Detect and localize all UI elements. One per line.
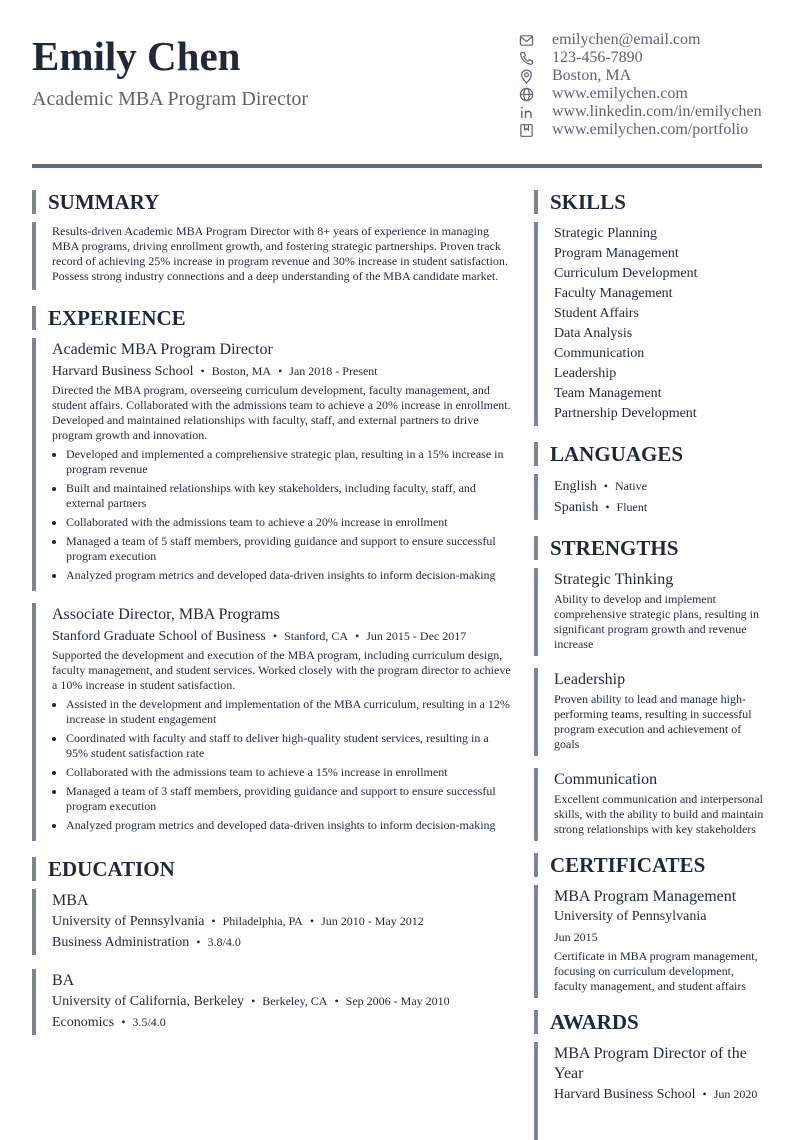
- job-location: Stanford, CA: [284, 629, 349, 643]
- job-company: Stanford Graduate School of Business: [52, 629, 266, 644]
- job-bullet: • Built and maintained relationships with key stakeholders, including faculty, staff, and external partners: [66, 481, 512, 511]
- edu-field: Business Administration: [52, 935, 190, 950]
- edu-school: University of Pennsylvania: [52, 914, 205, 929]
- skill-item: Student Affairs: [554, 306, 639, 321]
- edu-gpa: 3.5/4.0: [132, 1015, 166, 1029]
- left-column: [32, 190, 512, 1049]
- contact-portfolio[interactable]: [519, 121, 762, 139]
- award-entry: [534, 1042, 764, 1140]
- phone-icon: [519, 51, 534, 66]
- edu-location: Philadelphia, PA: [222, 914, 303, 928]
- language-name: Spanish: [554, 500, 599, 515]
- skill-item: Data Analysis: [554, 326, 633, 341]
- candidate-name: Emily Chen: [32, 33, 241, 79]
- job-title: Associate Director, MBA Programs: [52, 606, 280, 623]
- award-issuer: Harvard Business School: [554, 1087, 696, 1102]
- strength-entry: [534, 668, 764, 756]
- job-bullet: • Collaborated with the admissions team to achieve a 20% increase in enrollment: [66, 515, 512, 530]
- language-level: Native: [614, 479, 647, 493]
- edu-dates: Jun 2010 - May 2012: [321, 914, 424, 928]
- languages-heading: LANGUAGES: [534, 442, 764, 466]
- languages-block: [534, 474, 764, 520]
- contact-linkedin[interactable]: [519, 103, 762, 121]
- strength-entry: [534, 568, 764, 656]
- edu-gpa: 3.8/4.0: [207, 935, 241, 949]
- experience-heading: EXPERIENCE: [32, 306, 512, 330]
- job-bullet: • Analyzed program metrics and developed data-driven insights to inform decision-making: [66, 568, 512, 583]
- certificate-title: MBA Program Management: [554, 888, 737, 905]
- portfolio-icon: [519, 123, 534, 138]
- certificate-entry: [534, 885, 764, 998]
- job-bullet: • Managed a team of 3 staff members, providing guidance and support to ensure successful program execution: [66, 784, 512, 814]
- experience-entry: [32, 338, 512, 591]
- edu-field-line: Economics • 3.5/4.0: [52, 1015, 166, 1030]
- education-heading: EDUCATION: [32, 857, 512, 881]
- edu-field-line: Business Administration • 3.8/4.0: [52, 935, 241, 950]
- resume-header: [32, 30, 762, 150]
- skills-block: [534, 222, 764, 426]
- skill-item: Curriculum Development: [554, 266, 698, 281]
- location-icon: [519, 69, 534, 84]
- award-date: Jun 2020: [713, 1087, 758, 1101]
- edu-location: Berkeley, CA: [262, 994, 328, 1008]
- strength-desc: Ability to develop and implement comprehensive strategic plans, resulting in significant program growth and revenue increase: [554, 592, 759, 651]
- skill-item: Communication: [554, 346, 645, 361]
- edu-degree: MBA: [52, 892, 89, 909]
- award-title: MBA Program Director of the Year: [554, 1045, 747, 1082]
- linkedin-icon: [519, 105, 534, 120]
- skill-item: Leadership: [554, 366, 617, 381]
- strengths-heading: STRENGTHS: [534, 536, 764, 560]
- certificate-date: Jun 2015: [554, 930, 598, 944]
- language-level: Fluent: [616, 500, 648, 514]
- skill-item: Partnership Development: [554, 406, 697, 421]
- skills-heading: SKILLS: [534, 190, 764, 214]
- edu-school-line: University of Pennsylvania • Philadelphia, PA • Jun 2010 - May 2012: [52, 914, 424, 929]
- job-title: Academic MBA Program Director: [52, 341, 273, 358]
- job-dates: Jan 2018 - Present: [289, 364, 378, 378]
- skill-item: Team Management: [554, 386, 662, 401]
- contact-portfolio-text: www.emilychen.com/portfolio: [552, 121, 749, 138]
- job-bullet: • Coordinated with faculty and staff to deliver high-quality student services, resulting in a 95% student satisfaction rate: [66, 731, 512, 761]
- candidate-role: Academic MBA Program Director: [32, 88, 309, 110]
- job-bullets: [52, 447, 512, 583]
- edu-school-line: University of California, Berkeley • Berkeley, CA • Sep 2006 - May 2010: [52, 994, 450, 1009]
- edu-field: Economics: [52, 1015, 115, 1030]
- job-company: Harvard Business School: [52, 364, 194, 379]
- strength-desc: Excellent communication and interpersonal skills, with the ability to build and maintain strong relationships with key stakeholders: [554, 792, 764, 836]
- language-name: English: [554, 479, 597, 494]
- contact-phone-text: 123-456-7890: [552, 49, 643, 66]
- contact-location: [519, 67, 762, 85]
- summary-block: [32, 222, 512, 290]
- language-item: Spanish • Fluent: [554, 500, 648, 515]
- contact-website[interactable]: [519, 85, 762, 103]
- strength-title: Leadership: [554, 671, 626, 688]
- education-entry: [32, 889, 512, 955]
- job-bullet: • Analyzed program metrics and developed data-driven insights to inform decision-making: [66, 818, 512, 833]
- contact-linkedin-text: www.linkedin.com/in/emilychen: [552, 103, 762, 120]
- job-dates: Jun 2015 - Dec 2017: [366, 629, 467, 643]
- summary-heading: SUMMARY: [32, 190, 512, 214]
- contact-email[interactable]: [519, 31, 762, 49]
- certificate-issuer: University of Pennsylvania: [554, 909, 707, 924]
- skill-item: Program Management: [554, 246, 679, 261]
- contact-phone[interactable]: [519, 49, 762, 67]
- strength-desc: Proven ability to lead and manage high-performing teams, resulting in successful program execution and achievement of goals: [554, 692, 752, 751]
- language-item: English • Native: [554, 479, 647, 494]
- certificates-heading: CERTIFICATES: [534, 853, 764, 877]
- job-bullet: • Assisted in the development and implementation of the MBA curriculum, resulting in a 12% increase in student engagement: [66, 697, 512, 727]
- certificate-desc: Certificate in MBA program management, focusing on curriculum development, faculty management, and student affairs: [554, 949, 758, 993]
- edu-dates: Sep 2006 - May 2010: [345, 994, 450, 1008]
- experience-entry: [32, 603, 512, 841]
- mail-icon: [519, 33, 534, 48]
- contact-list: [519, 31, 762, 139]
- edu-school: University of California, Berkeley: [52, 994, 245, 1009]
- contact-website-text: www.emilychen.com: [552, 85, 688, 102]
- contact-email-text: emilychen@email.com: [552, 31, 701, 48]
- header-divider: [32, 164, 762, 168]
- job-bullet: • Managed a team of 5 staff members, providing guidance and support to ensure successful program execution: [66, 534, 512, 564]
- award-meta: Harvard Business School • Jun 2020: [554, 1087, 758, 1102]
- strength-entry: [534, 768, 764, 841]
- job-bullet: • Collaborated with the admissions team to achieve a 15% increase in enrollment: [66, 765, 512, 780]
- contact-location-text: Boston, MA: [552, 67, 632, 84]
- job-description: Directed the MBA program, overseeing curriculum development, faculty management, and student affairs. Collaborated with the admissions team to achieve a 20% increase in enrollment. Developed and maintained relationships with faculty, staff, and external partners to drive program growth and innovation.: [52, 383, 511, 442]
- strength-title: Strategic Thinking: [554, 571, 674, 588]
- right-column: [534, 190, 764, 1140]
- strength-title: Communication: [554, 771, 658, 788]
- job-meta: Stanford Graduate School of Business • Stanford, CA • Jun 2015 - Dec 2017: [52, 629, 467, 644]
- job-bullet: • Developed and implemented a comprehensive strategic plan, resulting in a 15% increase in program revenue: [66, 447, 512, 477]
- job-location: Boston, MA: [211, 364, 272, 378]
- job-bullets: [52, 697, 512, 833]
- summary-text: Results-driven Academic MBA Program Director with 8+ years of experience in managing MBA programs, driving enrollment growth, and fostering strategic partnerships. Proven track record of achieving 25% increase in program revenue and 30% increase in student satisfaction. Possess strong industry connections and a deep understanding of the MBA candidate market.: [52, 224, 508, 283]
- job-meta: Harvard Business School • Boston, MA • Jan 2018 - Present: [52, 364, 378, 379]
- education-entry: [32, 969, 512, 1035]
- skill-item: Strategic Planning: [554, 226, 658, 241]
- skill-item: Faculty Management: [554, 286, 673, 301]
- awards-heading: AWARDS: [534, 1010, 764, 1034]
- globe-icon: [519, 87, 534, 102]
- edu-degree: BA: [52, 972, 75, 989]
- job-description: Supported the development and execution of the MBA program, including curriculum design, faculty management, and student services. Worked closely with the program director to achieve a 10% increase in student satisfaction.: [52, 648, 511, 692]
